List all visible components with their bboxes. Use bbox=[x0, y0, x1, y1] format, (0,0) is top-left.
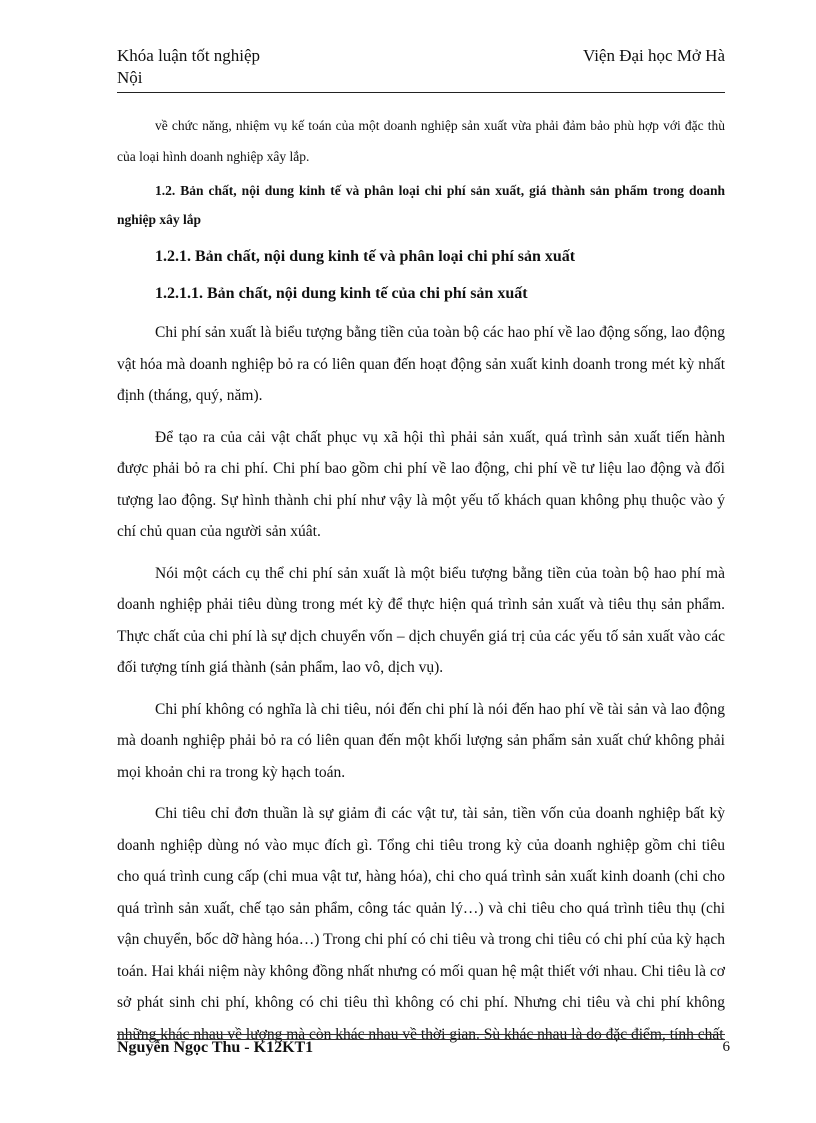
page-body bbox=[117, 110, 725, 1050]
page-footer bbox=[117, 1039, 730, 1057]
header-institute-continued: Nội bbox=[117, 68, 143, 87]
header-institute: Viện Đại học Mở Hà bbox=[582, 46, 725, 65]
body-paragraph: Nói một cách cụ thể chi phí sản xuất là một biểu tượng bằng tiền của toàn bộ hao phí mà doanh nghiệp phải tiêu dùng trong mét kỳ để thực hiện quá trình sản xuất và tiêu thụ sản phẩm. Thực chất của chi phí là sự dịch chuyển vốn – dịch chuyển giá trị của các yếu tố sản xuất vào các đối tượng tính giá thành (sản phẩm, lao vô, dịch vụ). bbox=[117, 564, 725, 676]
header-divider bbox=[117, 92, 725, 93]
body-paragraph: Chi phí không có nghĩa là chi tiêu, nói đến chi phí là nói đến hao phí về tài sản và lao động mà doanh nghiệp phải bỏ ra có liên quan đến một khối lượng sản phẩm sản xuất chứ không phải mọi khoản chi ra trong kỳ hạch toán. bbox=[117, 700, 725, 781]
body-paragraph: Để tạo ra của cải vật chất phục vụ xã hội thì phải sản xuất, quá trình sản xuất tiến hành được phải bỏ ra chi phí. Chi phí bao gồm chi phí về lao động, chi phí về tư liệu lao động và đối tượng lao động. Sự hình thành chi phí như vậy là một yếu tố khách quan không phụ thuộc vào ý chí chủ quan của người sản xúât. bbox=[117, 428, 725, 540]
header-thesis-title: Khóa luận tốt nghiệp bbox=[117, 46, 261, 65]
body-paragraph: Chi phí sản xuất là biểu tượng bằng tiền của toàn bộ các hao phí về lao động sống, lao động vật hóa mà doanh nghiệp bỏ ra có liên quan đến hoạt động sản xuất kinh doanh trong mét kỳ nhất định (tháng, quý, năm). bbox=[117, 324, 725, 404]
body-paragraph: Chi tiêu chỉ đơn thuần là sự giảm đi các vật tư, tài sản, tiền vốn của doanh nghiệp bất kỳ doanh nghiệp dùng nó vào mục đích gì. Tổng chi tiêu trong kỳ của doanh nghiệp gồm chi tiêu cho quá trình cung cấp (chi mua vật tư, hàng hóa), chi cho quá trình sản xuất kinh doanh (chi cho quá trình sản xuất, chế tạo sản phẩm, công tác quản lý…) và chi tiêu cho quá trình tiêu thụ (chi vận chuyển, bốc dỡ hàng hóa…) Trong chi phí có chi tiêu và trong chi tiêu có chi phí của kỳ hạch toán. Hai khái niệm này không đồng nhất nhưng có mối quan hệ mật thiết với nhau. Chi tiêu là cơ sở phát sinh chi phí, không có chi tiêu thì không có chi phí. Nhưng chi tiêu và chi phí không những khác nhau về lượng mà còn khác nhau về thời gian. Sù khác nhau là do đặc điểm, tính chất bbox=[117, 805, 725, 1043]
footer-author: Nguyễn Ngọc Thu - K12KT1 bbox=[117, 1039, 314, 1056]
section-heading-1-2-1-1: 1.2.1.1. Bản chất, nội dung kinh tế của chi phí sản xuất bbox=[155, 285, 528, 302]
page-header bbox=[117, 45, 725, 89]
intro-paragraph: về chức năng, nhiệm vụ kế toán của một doanh nghiệp sản xuất vừa phải đảm bảo phù hợp với đặc thù của loại hình doanh nghiệp xây lắp. bbox=[117, 118, 725, 164]
page-number: 6 bbox=[722, 1039, 730, 1055]
section-heading-1-2: 1.2. Bản chất, nội dung kinh tế và phân loại chi phí sản xuất, giá thành sản phẩm trong doanh nghiệp xây lắp bbox=[117, 183, 725, 227]
section-heading-1-2-1: 1.2.1. Bản chất, nội dung kinh tế và phân loại chi phí sản xuất bbox=[155, 248, 576, 265]
